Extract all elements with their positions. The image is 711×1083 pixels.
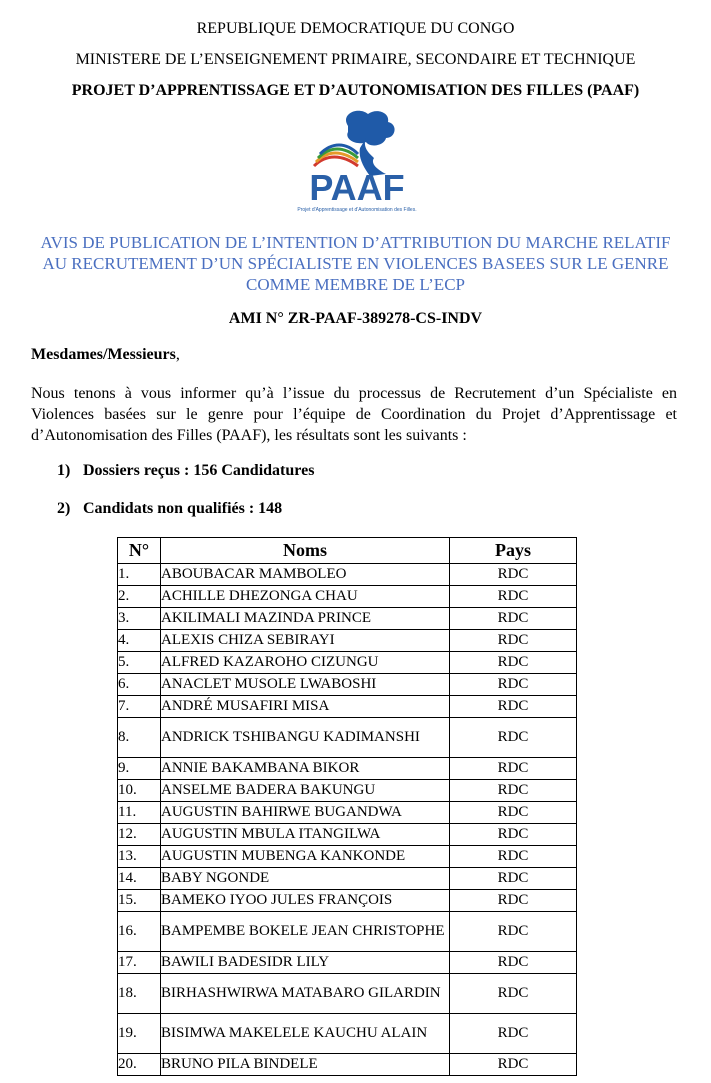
candidate-name: ANNIE BAKAMBANA BIKOR: [161, 758, 450, 780]
table-row: [118, 824, 577, 846]
row-number: 15.: [118, 890, 161, 912]
candidates-table: [117, 537, 577, 1076]
row-number: 11.: [118, 802, 161, 824]
candidate-country: RDC: [450, 890, 577, 912]
row-number: 1.: [118, 564, 161, 586]
list-item-unqualified: [57, 500, 282, 518]
table-row: [118, 630, 577, 652]
table-row: [118, 696, 577, 718]
candidate-name: ALFRED KAZAROHO CIZUNGU: [161, 652, 450, 674]
table-row: [118, 846, 577, 868]
row-number: 9.: [118, 758, 161, 780]
candidate-country: RDC: [450, 652, 577, 674]
table-row: [118, 652, 577, 674]
candidate-country: RDC: [450, 952, 577, 974]
table-row: [118, 912, 577, 952]
row-number: 6.: [118, 674, 161, 696]
candidate-name: ANDRICK TSHIBANGU KADIMANSHI: [161, 718, 450, 758]
table-row: [118, 780, 577, 802]
candidate-name: BISIMWA MAKELELE KAUCHU ALAIN: [161, 1014, 450, 1054]
row-number: 8.: [118, 718, 161, 758]
row-number: 4.: [118, 630, 161, 652]
candidate-name: ANACLET MUSOLE LWABOSHI: [161, 674, 450, 696]
table-row: [118, 674, 577, 696]
candidate-name: AUGUSTIN MUBENGA KANKONDE: [161, 846, 450, 868]
notice-title-line-3: COMME MEMBRE DE L’ECP: [246, 275, 465, 294]
candidate-name: BAMPEMBE BOKELE JEAN CHRISTOPHE: [161, 912, 450, 952]
column-header-number: N°: [118, 538, 161, 564]
column-header-names: Noms: [161, 538, 450, 564]
header-project: PROJET D’APPRENTISSAGE ET D’AUTONOMISATION DES FILLES (PAAF): [71, 82, 640, 99]
row-number: 17.: [118, 952, 161, 974]
salutation-punct: ,: [175, 346, 180, 363]
logo-tagline: Projet d'Apprentissage et d'Autonomisation des Filles.: [297, 207, 417, 213]
row-number: 2.: [118, 586, 161, 608]
reference-number: AMI N° ZR-PAAF-389278-CS-INDV: [228, 310, 483, 327]
candidate-name: ACHILLE DHEZONGA CHAU: [161, 586, 450, 608]
row-number: 12.: [118, 824, 161, 846]
candidate-country: RDC: [450, 674, 577, 696]
candidate-name: ANSELME BADERA BAKUNGU: [161, 780, 450, 802]
row-number: 16.: [118, 912, 161, 952]
candidate-country: RDC: [450, 974, 577, 1014]
candidate-name: AUGUSTIN MBULA ITANGILWA: [161, 824, 450, 846]
list-item-number: 2): [57, 500, 71, 517]
table-row: [118, 952, 577, 974]
row-number: 14.: [118, 868, 161, 890]
table-row: [118, 758, 577, 780]
table-row: [118, 1054, 577, 1076]
list-item-number: 1): [57, 462, 71, 479]
candidate-name: BIRHASHWIRWA MATABARO GILARDIN: [161, 974, 450, 1014]
paaf-logo-graphic: [270, 108, 445, 214]
paaf-logo: [270, 108, 445, 214]
candidate-country: RDC: [450, 630, 577, 652]
candidate-country: RDC: [450, 1014, 577, 1054]
table-header-row: [118, 538, 577, 564]
table-row: [118, 802, 577, 824]
table-row: [118, 974, 577, 1014]
list-item-text: Dossiers reçus : 156 Candidatures: [83, 462, 315, 479]
column-header-country: Pays: [450, 538, 577, 564]
candidate-country: RDC: [450, 718, 577, 758]
candidate-country: RDC: [450, 608, 577, 630]
candidate-country: RDC: [450, 564, 577, 586]
row-number: 18.: [118, 974, 161, 1014]
header-ministry: MINISTERE DE L’ENSEIGNEMENT PRIMAIRE, SECONDAIRE ET TECHNIQUE: [75, 51, 636, 68]
candidate-name: BABY NGONDE: [161, 868, 450, 890]
table-row: [118, 564, 577, 586]
candidate-name: ALEXIS CHIZA SEBIRAYI: [161, 630, 450, 652]
candidate-name: AKILIMALI MAZINDA PRINCE: [161, 608, 450, 630]
candidate-country: RDC: [450, 586, 577, 608]
table-row: [118, 608, 577, 630]
candidate-country: RDC: [450, 868, 577, 890]
table-row: [118, 890, 577, 912]
row-number: 20.: [118, 1054, 161, 1076]
candidate-country: RDC: [450, 758, 577, 780]
logo-wordmark: PAAF: [309, 167, 405, 208]
candidate-name: ANDRÉ MUSAFIRI MISA: [161, 696, 450, 718]
candidate-name: BRUNO PILA BINDELE: [161, 1054, 450, 1076]
candidate-name: AUGUSTIN BAHIRWE BUGANDWA: [161, 802, 450, 824]
row-number: 7.: [118, 696, 161, 718]
row-number: 5.: [118, 652, 161, 674]
list-item-text: Candidats non qualifiés : 148: [83, 500, 283, 517]
table-row: [118, 1014, 577, 1054]
salutation: [31, 346, 180, 364]
row-number: 19.: [118, 1014, 161, 1054]
candidate-country: RDC: [450, 912, 577, 952]
table-row: [118, 586, 577, 608]
candidate-country: RDC: [450, 780, 577, 802]
notice-title-line-1: AVIS DE PUBLICATION DE L’INTENTION D’ATTRIBUTION DU MARCHE RELATIF: [40, 233, 671, 252]
candidate-name: ABOUBACAR MAMBOLEO: [161, 564, 450, 586]
candidate-country: RDC: [450, 824, 577, 846]
table-row: [118, 868, 577, 890]
candidate-name: BAWILI BADESIDR LILY: [161, 952, 450, 974]
candidate-name: BAMEKO IYOO JULES FRANÇOIS: [161, 890, 450, 912]
notice-title: [20, 232, 691, 295]
candidate-country: RDC: [450, 696, 577, 718]
header-country: REPUBLIQUE DEMOCRATIQUE DU CONGO: [196, 20, 515, 37]
row-number: 13.: [118, 846, 161, 868]
row-number: 10.: [118, 780, 161, 802]
list-item-received: [57, 462, 314, 480]
candidate-country: RDC: [450, 846, 577, 868]
candidate-country: RDC: [450, 1054, 577, 1076]
table-row: [118, 718, 577, 758]
intro-paragraph: Nous tenons à vous informer qu’à l’issue du processus de Recrutement d’un Spécialiste en Violences basées sur le genre pour l’équipe de Coordination du Projet d’Apprentissage et d’Autonomisation des Filles (PAAF), les résultats sont les suivants :: [31, 385, 677, 444]
notice-title-line-2: AU RECRUTEMENT D’UN SPÉCIALISTE EN VIOLENCES BASEES SUR LE GENRE: [42, 254, 669, 273]
row-number: 3.: [118, 608, 161, 630]
candidate-country: RDC: [450, 802, 577, 824]
salutation-text: Mesdames/Messieurs: [31, 346, 176, 363]
